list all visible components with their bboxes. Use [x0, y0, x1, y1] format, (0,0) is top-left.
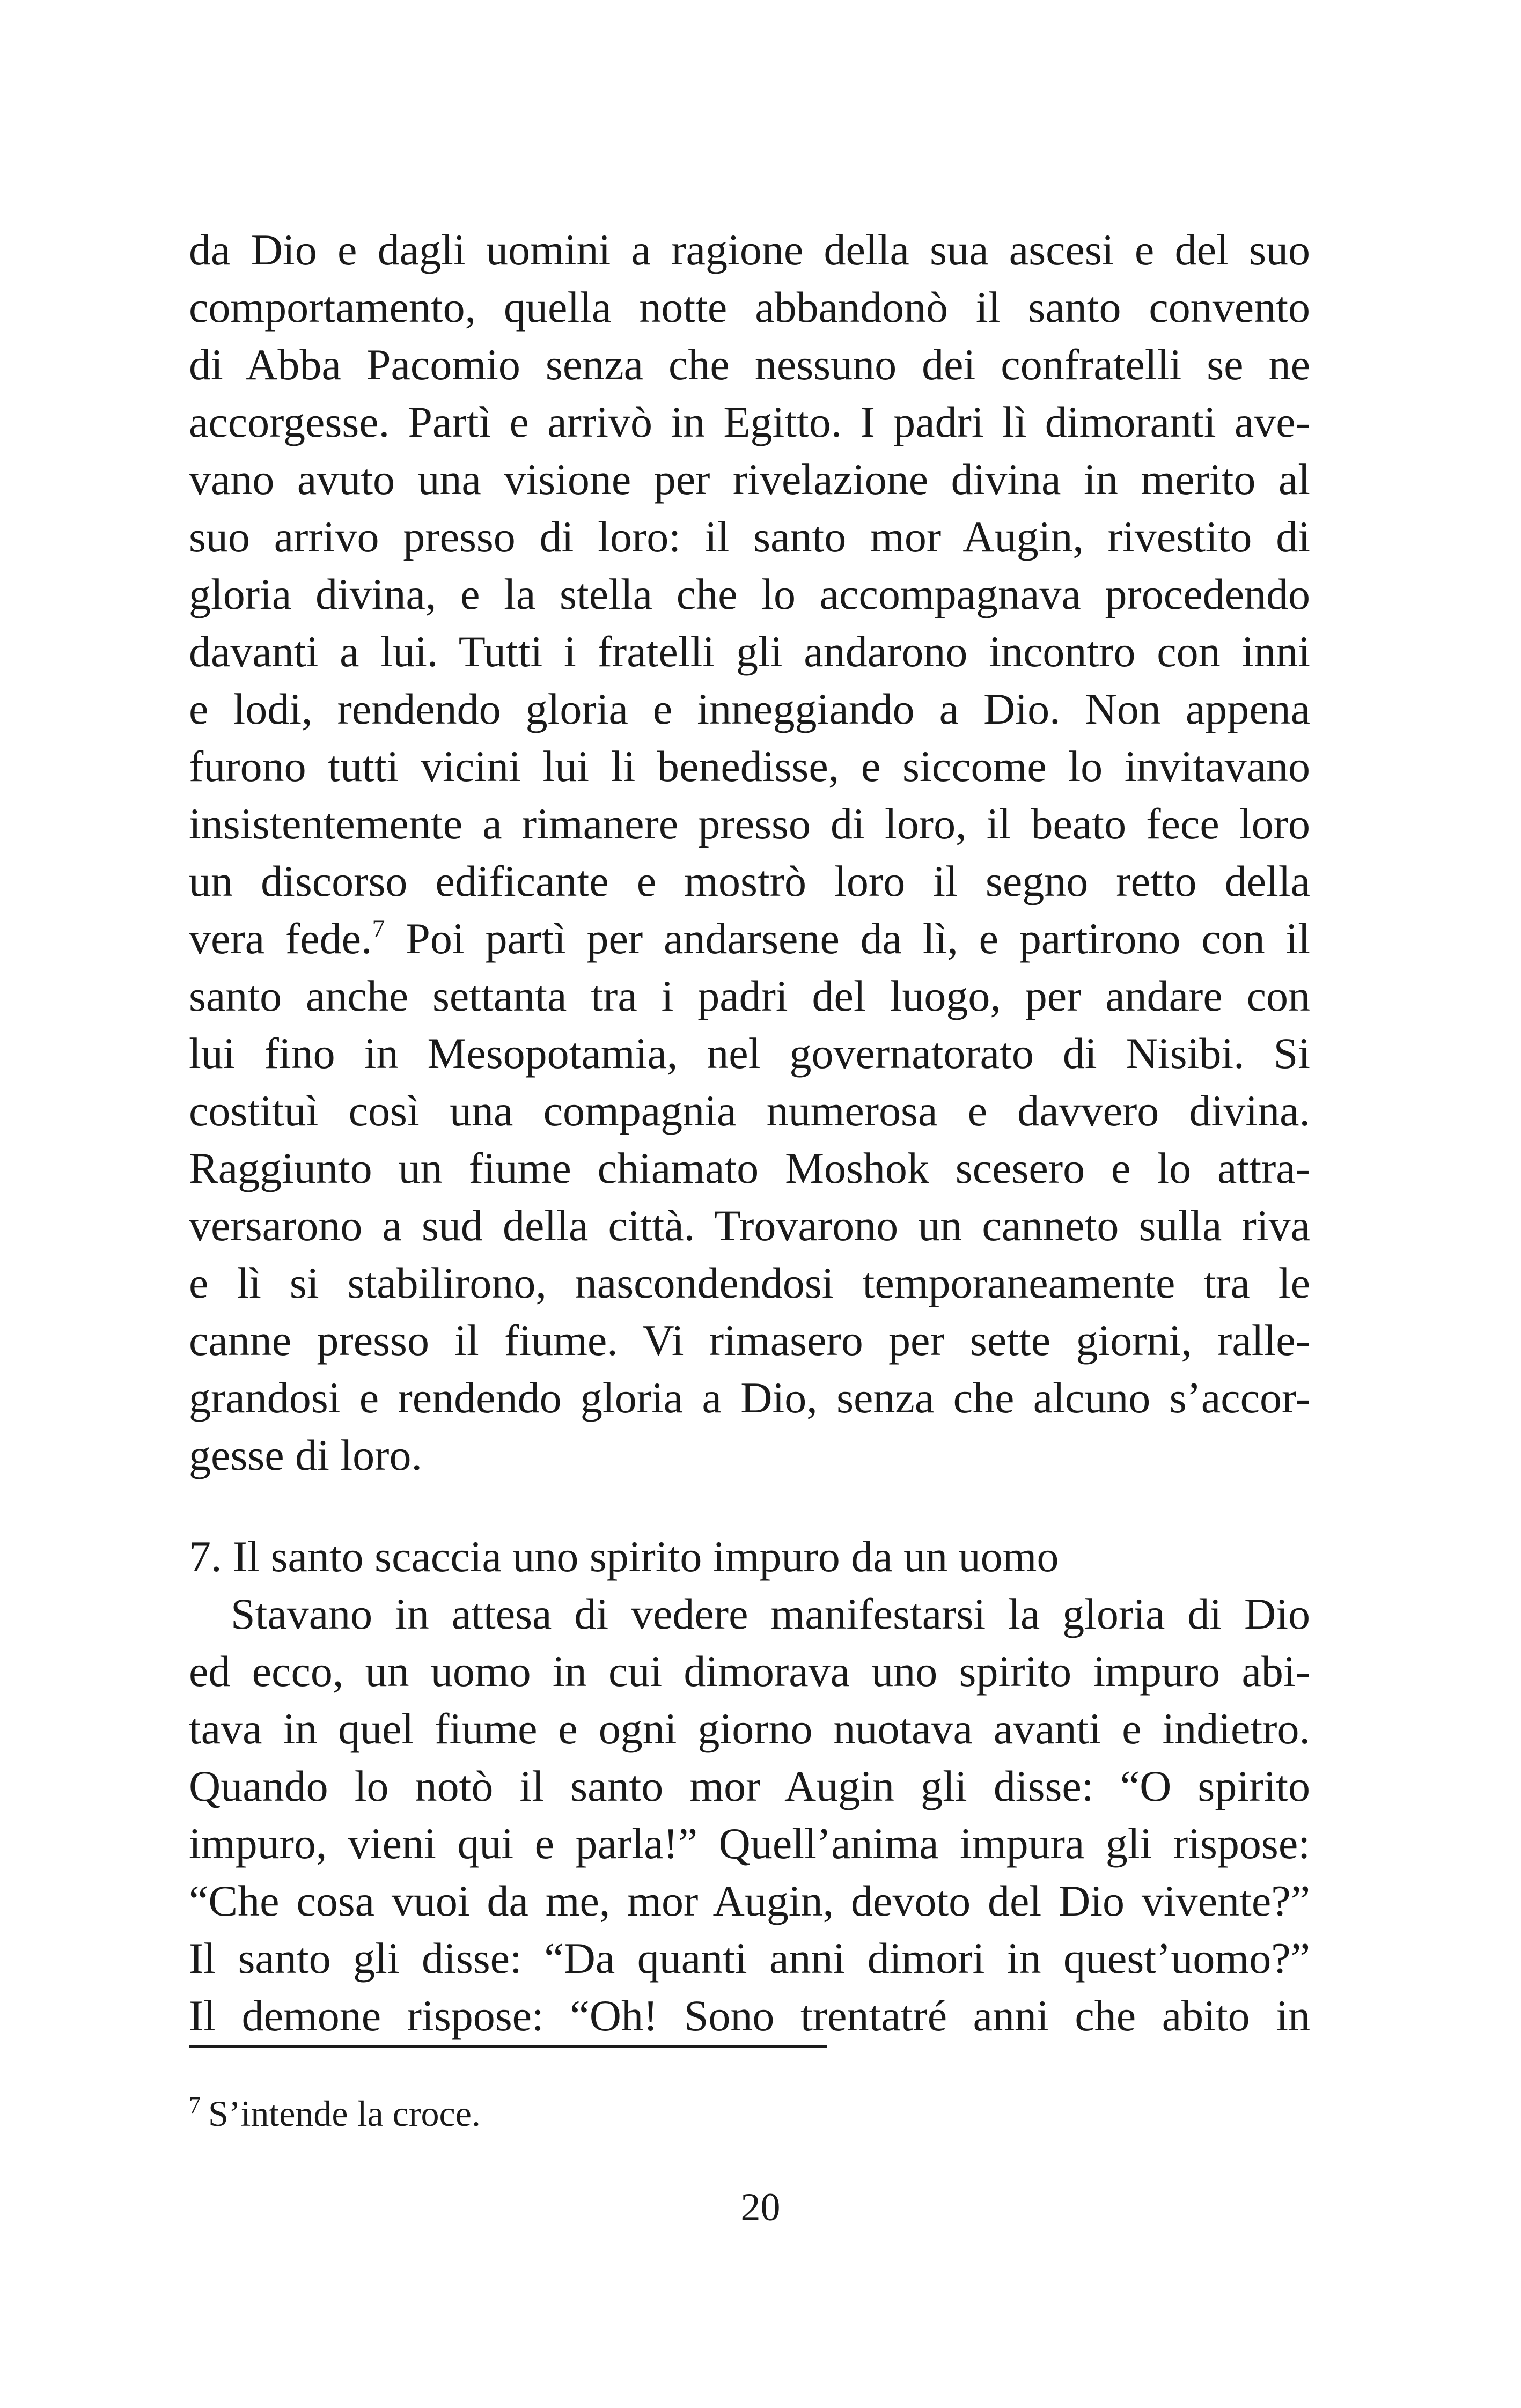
text-line: “Che cosa vuoi da me, mor Augin, devoto del Dio vivente?”: [189, 1876, 1310, 1925]
text-line: gesse di loro.: [189, 1431, 422, 1479]
text-line: gloria divina, e la stella che lo accompagnava procedendo: [189, 570, 1310, 618]
text-line: e lì si stabilirono, nascondendosi temporaneamente tra le: [189, 1258, 1310, 1307]
text-segment: Poi partì per andarsene da lì, e partirono con il: [385, 914, 1310, 963]
text-line: di Abba Pacomio senza che nessuno dei confratelli se ne: [189, 340, 1310, 389]
text-line: Il demone rispose: “Oh! Sono trentatré anni che abito in: [189, 1991, 1310, 2040]
text-segment: vera fede.: [189, 914, 372, 963]
footnote-mark: 7: [189, 2092, 201, 2118]
text-line: grandosi e rendendo gloria a Dio, senza che alcuno s’accor-: [189, 1373, 1310, 1422]
text-line: tava in quel fiume e ogni giorno nuotava avanti e indietro.: [189, 1704, 1310, 1753]
text-line: vano avuto una visione per rivelazione divina in merito al: [189, 455, 1310, 504]
footnote: [189, 2081, 481, 2138]
footnote-text: S’intende la croce.: [208, 2093, 481, 2134]
text-line: da Dio e dagli uomini a ragione della sua ascesi e del suo: [189, 225, 1310, 274]
text-line: comportamento, quella notte abbandonò il santo convento: [189, 283, 1310, 332]
footnote-separator: [189, 2045, 827, 2048]
page-number: 20: [740, 2185, 781, 2229]
text-line: furono tutti vicini lui li benedisse, e siccome lo invitavano: [189, 742, 1310, 791]
text-line: Quando lo notò il santo mor Augin gli disse: “O spirito: [189, 1762, 1310, 1810]
text-line: e lodi, rendendo gloria e inneggiando a Dio. Non appena: [189, 684, 1310, 733]
text-line: lui fino in Mesopotamia, nel governatorato di Nisibi. Si: [189, 1029, 1310, 1078]
paragraph-section: [189, 1585, 1310, 2044]
text-line: Stavano in attesa di vedere manifestarsi la gloria di Dio: [231, 1589, 1310, 1638]
text-line-with-footnote: [189, 910, 1310, 967]
paragraph-main: [189, 221, 1310, 1484]
text-line: suo arrivo presso di loro: il santo mor Augin, rivestito di: [189, 512, 1310, 561]
text-line: accorgesse. Partì e arrivò in Egitto. I padri lì dimoranti ave-: [189, 397, 1310, 446]
text-line: insistentemente a rimanere presso di loro, il beato fece loro: [189, 799, 1310, 848]
text-line: impuro, vieni qui e parla!” Quell’anima impura gli rispose:: [189, 1819, 1310, 1868]
text-line: ed ecco, un uomo in cui dimorava uno spirito impuro abi-: [189, 1647, 1310, 1696]
text-line: un discorso edificante e mostrò loro il segno retto della: [189, 857, 1310, 905]
text-line: versarono a sud della città. Trovarono un canneto sulla riva: [189, 1201, 1310, 1250]
footnote-reference[interactable]: 7: [372, 915, 385, 943]
text-line: santo anche settanta tra i padri del luogo, per andare con: [189, 971, 1310, 1020]
text-line: canne presso il fiume. Vi rimasero per sette giorni, ralle-: [189, 1316, 1310, 1365]
text-line: Il santo gli disse: “Da quanti anni dimori in quest’uomo?”: [189, 1934, 1310, 1983]
text-line: costituì così una compagnia numerosa e davvero divina.: [189, 1086, 1310, 1135]
section-heading-block: [189, 1528, 1310, 1585]
text-line: davanti a lui. Tutti i fratelli gli andarono incontro con inni: [189, 627, 1310, 676]
text-line: Raggiunto un fiume chiamato Moshok scesero e lo attra-: [189, 1144, 1310, 1192]
section-heading: 7. Il santo scaccia uno spirito impuro da un uomo: [189, 1532, 1059, 1581]
